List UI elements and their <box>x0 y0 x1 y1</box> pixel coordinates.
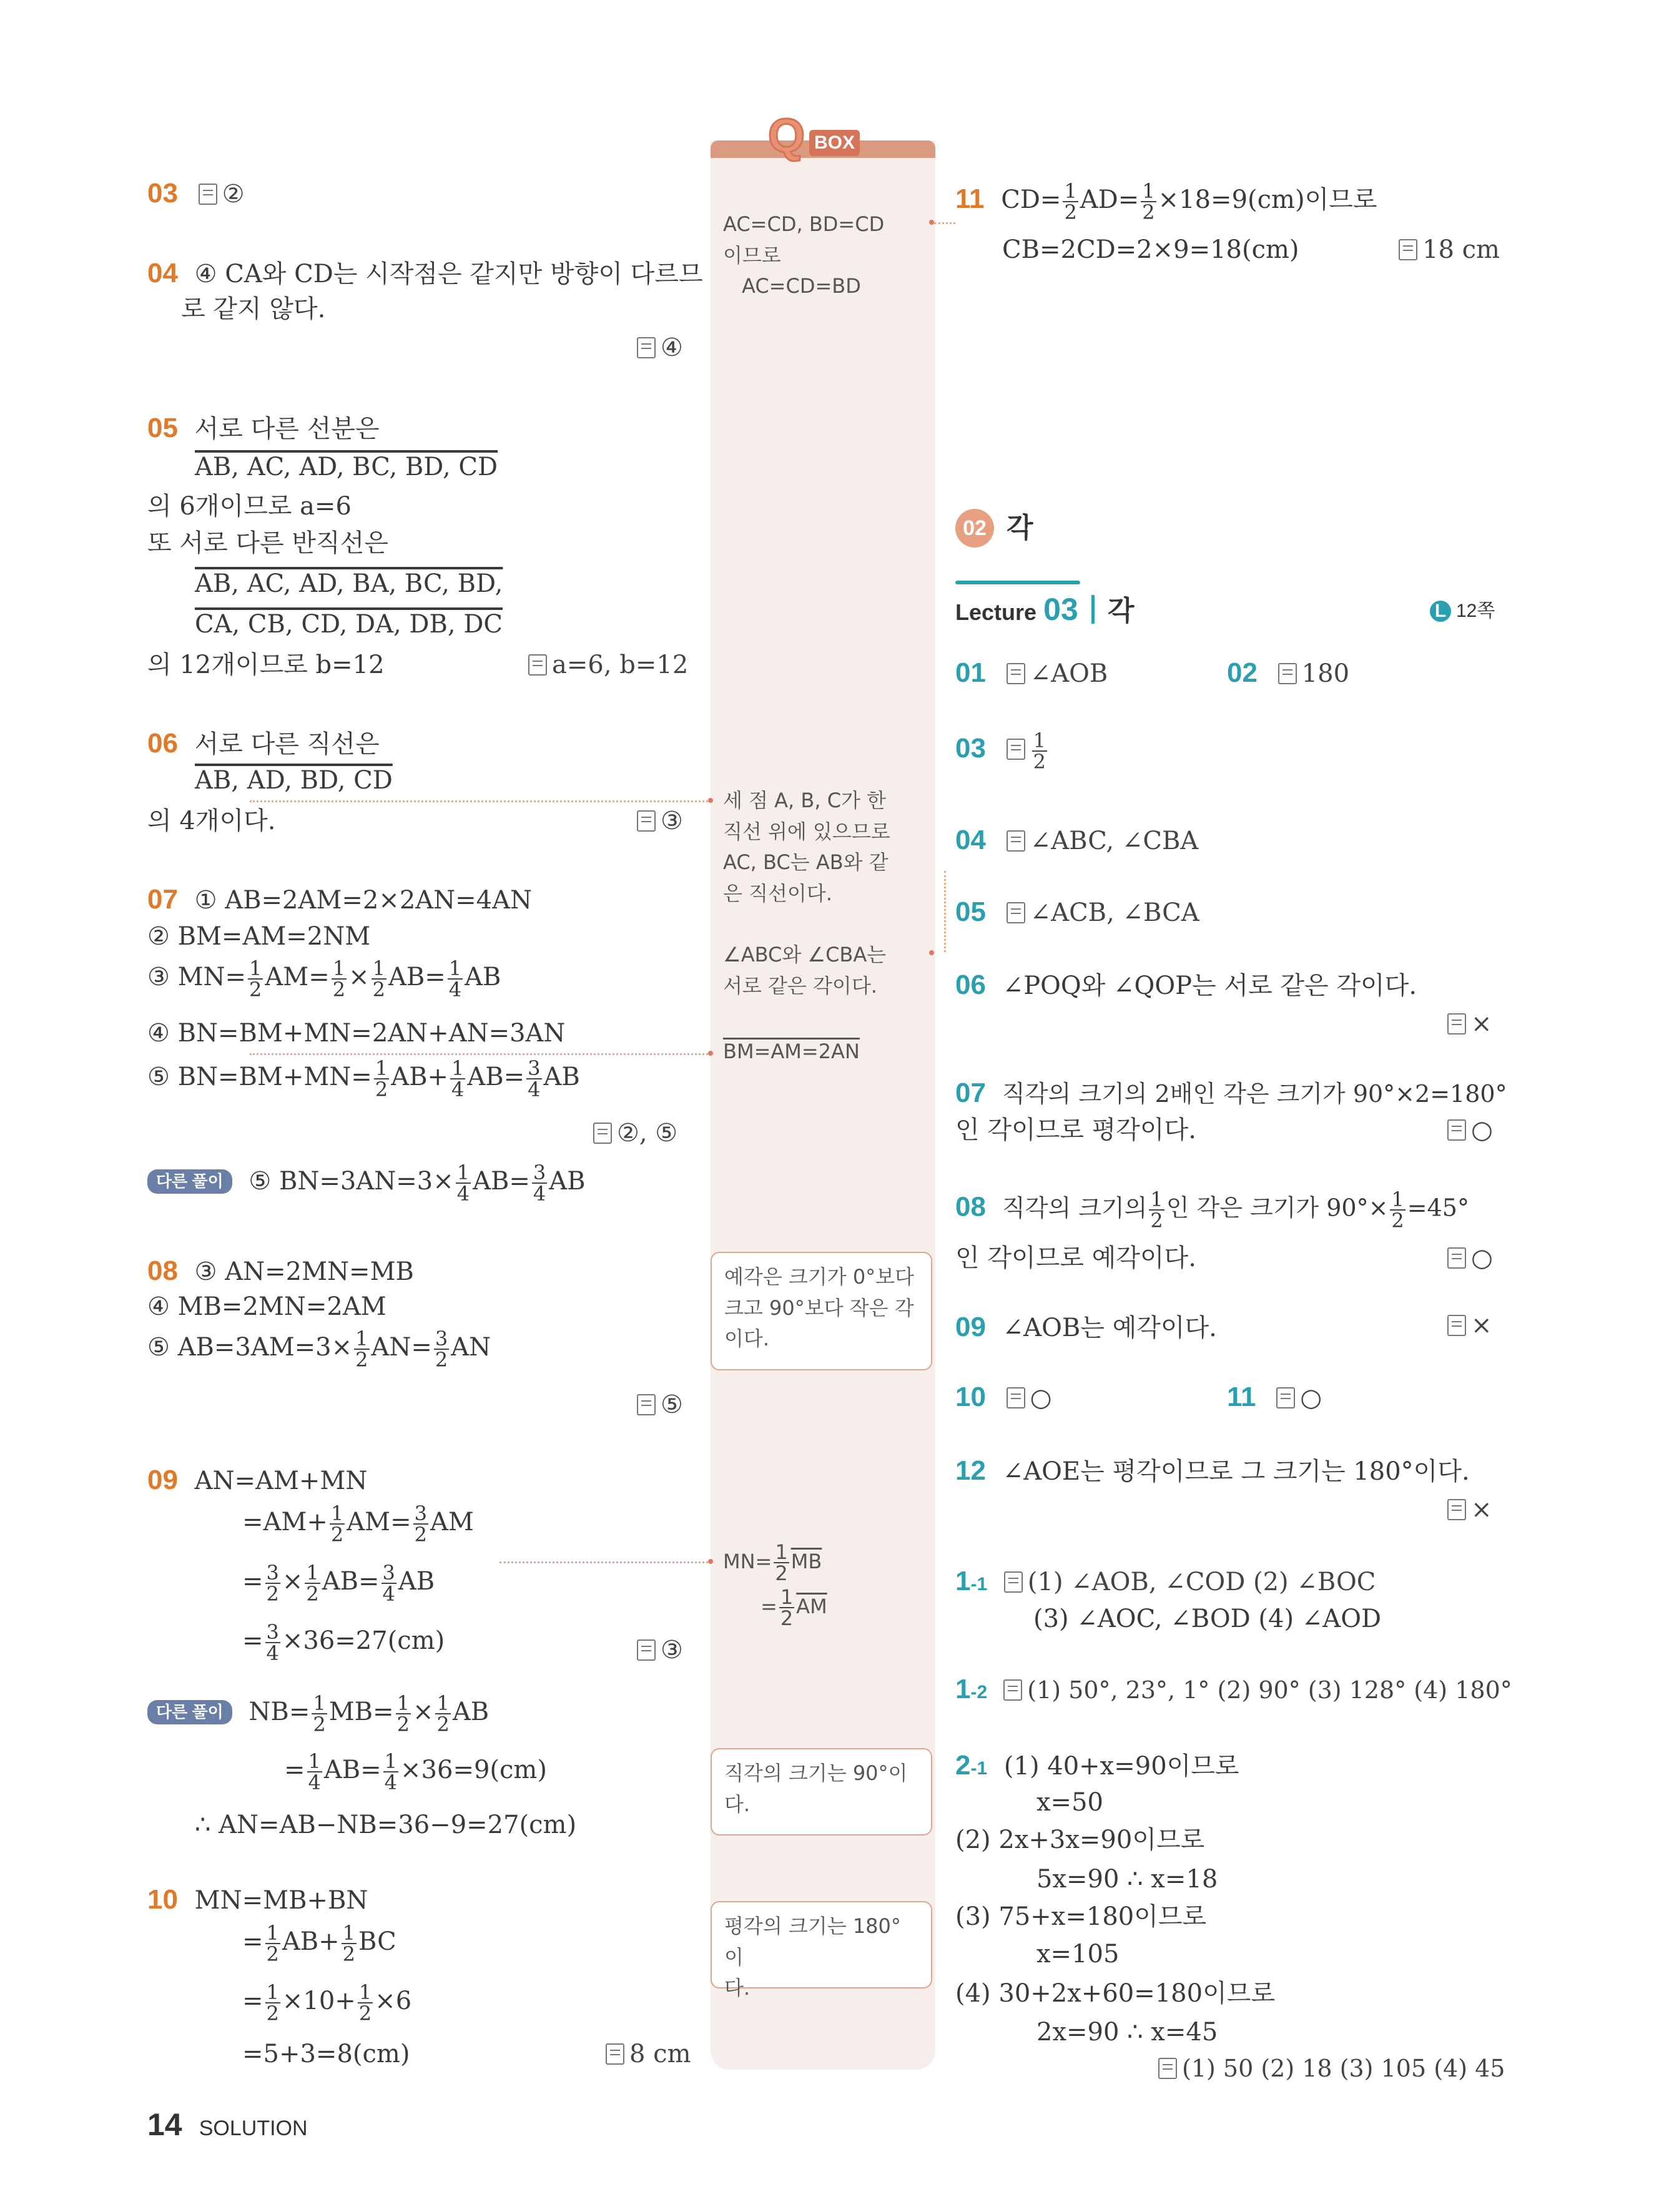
qbox-note-line: AC=CD, BD=CD <box>723 212 885 236</box>
problem-05: 05 서로 다른 선분은 <box>147 413 380 443</box>
answer-icon <box>637 337 656 358</box>
section-title: 각 <box>1007 512 1033 544</box>
problem-08: 08 ③ AN=2MN=MB <box>147 1256 414 1286</box>
connector-line <box>500 1561 708 1563</box>
alt-solution-badge: 다른 풀이 <box>147 1169 232 1194</box>
text-line: ⑤ BN=BM+MN= $\frac{1}{2}$ AB+ $\frac{1}{4}$ AB= $\frac{3}{4}$ AB <box>147 1056 580 1101</box>
answer-icon <box>593 1123 612 1144</box>
problem-number: 01 <box>955 657 986 688</box>
problem-r09: 09 ∠AOB는 예각이다. <box>955 1312 1217 1342</box>
alt-solution: 다른 풀이 NB= $\frac{1}{2}$ MB= $\frac{1}{2}$ × $\frac{1}{2}$ AB <box>147 1693 489 1734</box>
problem-number: 04 <box>147 258 178 288</box>
problem-r08: 08 직각의 크기의 $\frac{1}{2}$ 인 각은 크기가 90°× $\frac{1}{2}$ =45° <box>955 1187 1469 1232</box>
connector-line <box>250 800 708 802</box>
problem-number: 2 <box>955 1750 971 1781</box>
problem-number: 09 <box>147 1465 178 1495</box>
text-line: ③ MN= $\frac{1}{2}$ AM= $\frac{1}{2}$ × $\frac{1}{2}$ AB= $\frac{1}{4}$ AB <box>147 956 501 1001</box>
text-line: = $\frac{1}{2}$ AB+ $\frac{1}{2}$ BC <box>242 1921 396 1966</box>
answer-icon <box>1276 1387 1295 1408</box>
text-line: =AM+ $\frac{1}{2}$ AM= $\frac{3}{2}$ AM <box>242 1502 474 1546</box>
qbox-note-line: 세 점 A, B, C가 한 <box>723 789 887 812</box>
problem-r1-2: 1-2 (1) 50°, 23°, 1° (2) 90° (3) 128° (4) 180° <box>955 1674 1512 1704</box>
lecture-icon: L <box>1430 601 1451 622</box>
text-line: ④ MB=2MN=2AM <box>147 1292 386 1321</box>
answer-icon <box>637 1639 656 1661</box>
text-line: x=50 <box>1036 1788 1103 1817</box>
problem-number: 03 <box>147 178 178 209</box>
qbox-note-line: AC=CD=BD <box>742 274 861 298</box>
problem-number: 04 <box>955 825 986 855</box>
answer-icon <box>199 184 217 205</box>
connector-line <box>944 871 946 952</box>
connector-dot <box>929 220 934 225</box>
text-line: x=105 <box>1036 1940 1120 1969</box>
text-line: = $\frac{1}{4}$ AB= $\frac{1}{4}$ ×36=9(cm) <box>284 1749 547 1794</box>
answer-icon <box>1007 1387 1025 1408</box>
problem-r03: 03 $\frac{1}{2}$ <box>955 729 1046 774</box>
page-footer <box>147 2105 308 2145</box>
answer-icon <box>1007 739 1025 760</box>
qbox-note-line: 서로 같은 각이다. <box>723 973 877 998</box>
text-line: (2) 2x+3x=90이므로 <box>955 1826 1205 1854</box>
problem-06: 06 서로 다른 직선은 <box>147 728 380 759</box>
answer: × <box>1447 1008 1492 1040</box>
problem-number: 06 <box>147 728 178 759</box>
problem-09: 09 AN=AM+MN <box>147 1465 368 1495</box>
text-line: CA, CB, CD, DA, DB, DC <box>195 610 503 639</box>
qbox-note-line: 직선 위에 있으므로 <box>723 819 890 843</box>
answer-icon <box>1278 663 1297 684</box>
text-line: (3) 75+x=180이므로 <box>955 1902 1207 1931</box>
qbox-logo: Q BOX <box>768 106 874 155</box>
answer: 8 cm <box>606 2038 691 2070</box>
text-line: AB, AD, BD, CD <box>195 766 393 795</box>
text-line: = $\frac{1}{2}$ ×10+ $\frac{1}{2}$ ×6 <box>242 1980 412 2025</box>
qbox-card-straight-angle: 평각의 크기는 180°이 다. <box>711 1901 932 1988</box>
lecture-bar <box>955 581 1080 584</box>
problem-number: 07 <box>147 884 178 915</box>
answer-icon <box>1399 239 1417 260</box>
footer-label: SOLUTION <box>199 2116 308 2140</box>
qbox-note-1 <box>723 209 884 302</box>
problem-r05: 05 ∠ACB, ∠BCA <box>955 897 1199 927</box>
problem-number: 08 <box>955 1191 986 1222</box>
answer: × <box>1447 1310 1492 1341</box>
problem-07: 07 ① AB=2AM=2×2AN=4AN <box>147 884 533 915</box>
answer: ③ <box>637 805 683 837</box>
text-line: (4) 30+2x+60=180이므로 <box>955 1979 1275 2008</box>
text-line: 또 서로 다른 반직선은 <box>147 529 388 558</box>
answer: ○ <box>1447 1242 1493 1274</box>
problem-number: 05 <box>955 897 986 927</box>
connector-dot <box>929 950 934 955</box>
problem-11: 11 CD= $\frac{1}{2}$ AD= $\frac{1}{2}$ ×18=9(cm)이므로 <box>955 179 1377 224</box>
text-line: ② BM=AM=2NM <box>147 922 371 951</box>
text-line: = $\frac{3}{4}$ ×36=27(cm) <box>242 1620 445 1665</box>
problem-r11: 11 ○ <box>1227 1382 1322 1412</box>
text-line: ∴ AN=AB−NB=36−9=27(cm) <box>195 1811 577 1839</box>
problem-r04: 04 ∠ABC, ∠CBA <box>955 825 1199 855</box>
problem-number: 03 <box>955 733 986 764</box>
qbox-note-line: ∠ABC와 ∠CBA는 <box>723 943 887 966</box>
answer-icon <box>1447 1013 1466 1035</box>
answer-icon <box>637 1394 656 1415</box>
answer-icon <box>1447 1315 1466 1336</box>
problem-r01: 01 ∠AOB <box>955 657 1108 688</box>
answer-icon <box>1003 1679 1022 1701</box>
text-line: 의 4개이다. <box>147 807 276 835</box>
lecture-header: Lecture 03 각 <box>955 592 1135 627</box>
qbox-note-line: 이므로 <box>723 243 781 267</box>
connector-dot <box>708 1559 713 1564</box>
answer-icon <box>1007 830 1025 852</box>
qbox-note-5: MN= $\frac{1}{2}$ $\overline{MB}$ = $\frac{1}{2}$ $\overline{AM}$ <box>723 1540 827 1630</box>
connector-dot <box>708 798 713 803</box>
section-badge: 02 <box>955 509 994 548</box>
problem-number: 10 <box>955 1382 986 1412</box>
answer: a=6, b=12 <box>528 649 688 681</box>
alt-solution: 다른 풀이 ⑤ BN=3AN=3× $\frac{1}{4}$ AB= $\frac{3}{4}$ AB <box>147 1163 586 1204</box>
text-line: 인 각이므로 예각이다. <box>955 1244 1196 1272</box>
text-line: CB=2CD=2×9=18(cm) <box>1002 235 1299 264</box>
answer: 18 cm <box>1399 234 1500 265</box>
text-line: 의 12개이므로 b=12 <box>147 651 385 679</box>
answer: ④ <box>637 332 683 363</box>
text-line: 로 같지 않다. <box>181 295 326 323</box>
answer-icon <box>1004 1571 1023 1593</box>
problem-number: 05 <box>147 413 178 443</box>
problem-r06: 06 ∠POQ와 ∠QOP는 서로 같은 각이다. <box>955 970 1417 1000</box>
answer: ③ <box>637 1634 683 1666</box>
problem-number: 02 <box>1227 657 1258 688</box>
page-number: 14 <box>147 2107 182 2142</box>
problem-number: 07 <box>955 1078 986 1108</box>
answer: (1) 50 (2) 18 (3) 105 (4) 45 <box>1158 2054 1505 2084</box>
problem-r1-1: 1-1 (1) ∠AOB, ∠COD (2) ∠BOC <box>955 1566 1376 1596</box>
connector-line <box>934 222 955 224</box>
connector-line <box>250 1053 708 1055</box>
problem-r07: 07 직각의 크기의 2배인 각은 크기가 90°×2=180° <box>955 1078 1507 1108</box>
text-line: ⑤ AB=3AM=3× $\frac{1}{2}$ AN= $\frac{3}{2}$ AN <box>147 1327 491 1372</box>
qbox-note-line: 은 직선이다. <box>723 881 832 905</box>
qbox-note-4: BM=AM=2AN <box>723 1040 860 1063</box>
answer-icon <box>1447 1499 1466 1520</box>
text-line: (3) ∠AOC, ∠BOD (4) ∠AOD <box>1033 1605 1382 1633</box>
answer-icon <box>1447 1119 1466 1141</box>
text-line: AB, AC, AD, BC, BD, CD <box>195 453 498 481</box>
qbox-note-line: AC, BC는 AB와 같 <box>723 850 889 875</box>
text-line: ④ BN=BM+MN=2AN+AN=3AN <box>147 1019 566 1048</box>
answer: ② <box>199 180 245 209</box>
qbox-note-3 <box>723 940 886 1001</box>
problem-r12: 12 ∠AOE는 평각이므로 그 크기는 180°이다. <box>955 1455 1470 1486</box>
qbox-card-acute-angle: 예각은 크기가 0°보다 크고 90°보다 작은 각 이다. <box>711 1252 932 1370</box>
answer-icon <box>1007 663 1025 684</box>
problem-r2-1: 2-1 (1) 40+x=90이므로 <box>955 1750 1239 1781</box>
text-line: = $\frac{3}{2}$ × $\frac{1}{2}$ AB= $\frac{3}{4}$ AB <box>242 1561 435 1606</box>
answer: ⑤ <box>637 1389 683 1420</box>
qbox-note-2 <box>723 785 890 909</box>
problem-number: 1 <box>955 1674 971 1704</box>
problem-03 <box>147 176 245 210</box>
answer: ②, ⑤ <box>593 1118 677 1149</box>
answer-icon <box>1007 902 1025 923</box>
connector-dot <box>708 1051 713 1056</box>
page-reference: L 12쪽 <box>1430 599 1495 623</box>
problem-number: 08 <box>147 1256 178 1286</box>
text-line: =5+3=8(cm) <box>242 2040 410 2068</box>
text-line: 2x=90 ∴ x=45 <box>1036 2018 1218 2047</box>
problem-number: 1 <box>955 1566 971 1596</box>
alt-solution-badge: 다른 풀이 <box>147 1700 232 1724</box>
answer: × <box>1447 1494 1492 1525</box>
problem-04: 04 ④ CA와 CD는 시작점은 같지만 방향이 다르므 <box>147 258 703 288</box>
problem-r10: 10 ○ <box>955 1382 1052 1412</box>
text-line: 의 6개이므로 a=6 <box>147 492 352 521</box>
problem-number: 11 <box>1227 1382 1256 1412</box>
problem-number: 06 <box>955 970 986 1000</box>
answer-icon <box>637 810 656 832</box>
answer-icon <box>1447 1247 1466 1269</box>
text-line: AB, AC, AD, BA, BC, BD, <box>195 569 503 598</box>
problem-number: 12 <box>955 1455 986 1486</box>
problem-r02: 02 180 <box>1227 657 1350 688</box>
qbox-card-right-angle: 직각의 크기는 90°이 다. <box>711 1748 932 1836</box>
problem-number: 11 <box>955 184 985 214</box>
problem-10: 10 MN=MB+BN <box>147 1884 368 1915</box>
answer-icon <box>528 654 547 676</box>
text-line: 5x=90 ∴ x=18 <box>1036 1865 1218 1894</box>
answer: ○ <box>1447 1114 1493 1146</box>
answer-icon <box>1158 2058 1177 2079</box>
text-line: 인 각이므로 평각이다. <box>955 1116 1196 1144</box>
problem-number: 09 <box>955 1312 986 1342</box>
problem-number: 10 <box>147 1884 178 1915</box>
answer-icon <box>606 2043 624 2065</box>
